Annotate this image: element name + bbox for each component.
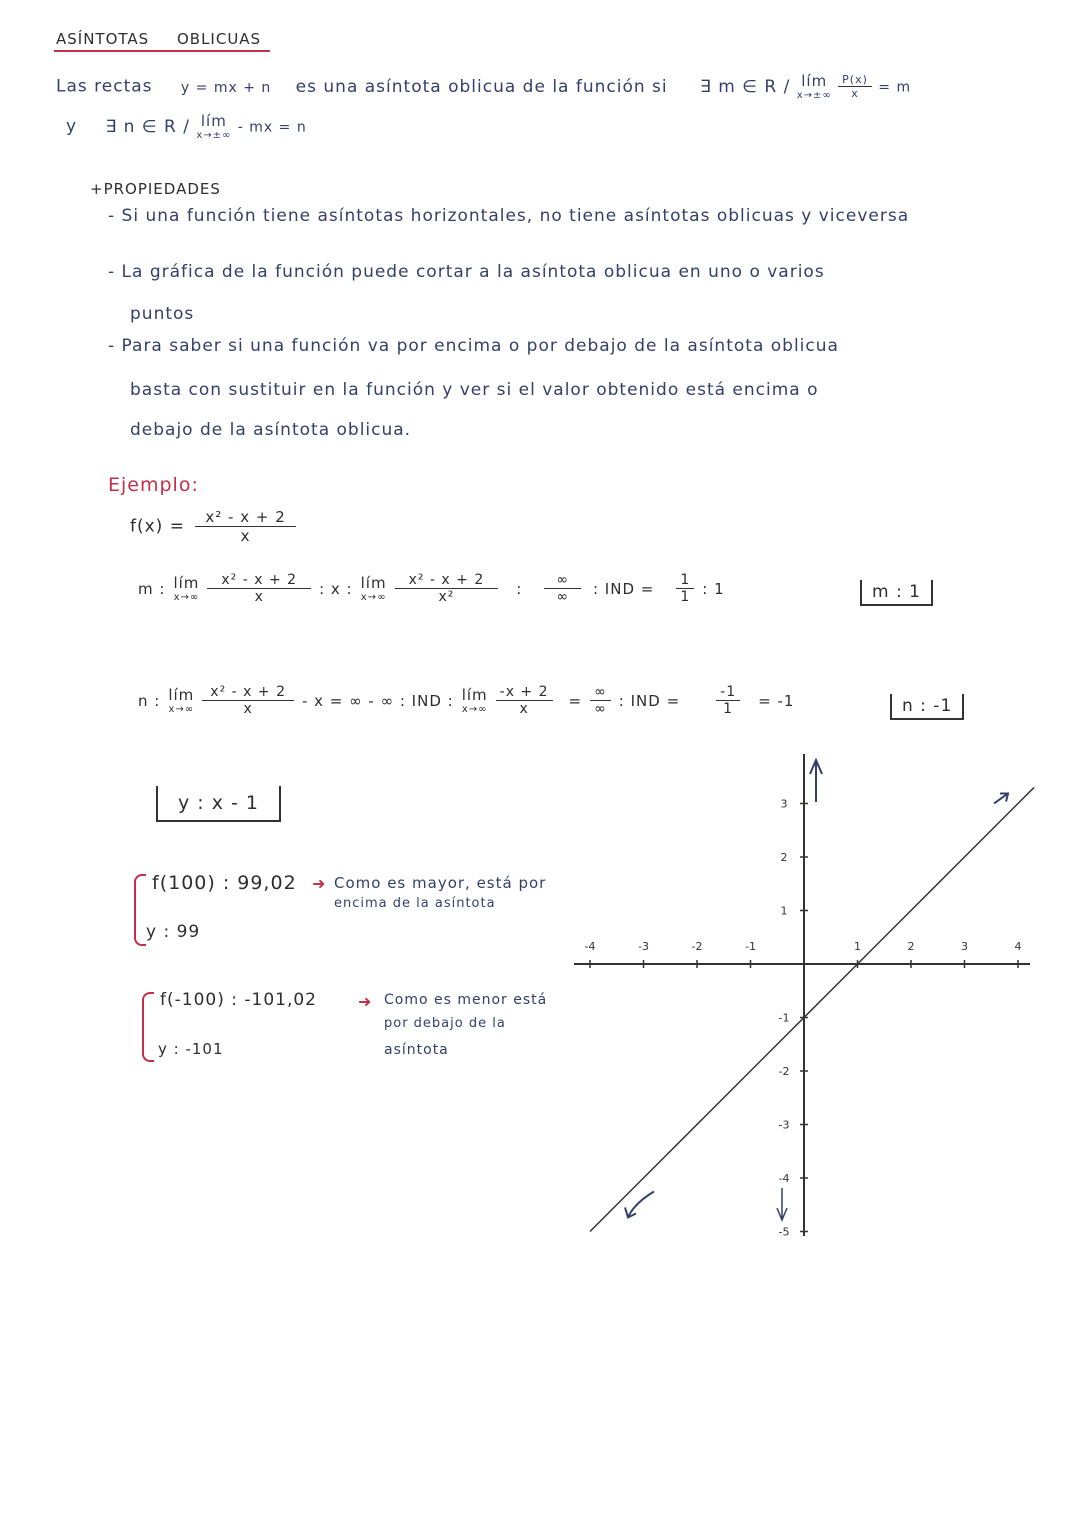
slope-lim-2: lím: [360, 574, 387, 592]
title-word-2: OBLICUAS: [176, 30, 262, 48]
definition-and: y: [66, 116, 78, 137]
y-tick-label: -4: [778, 1172, 790, 1185]
definition-eq-m: = m: [878, 79, 912, 96]
x-tick-label: -2: [691, 940, 703, 953]
slope-num-3: ∞: [544, 572, 581, 589]
definition-exists-m: ∃ m ∈ R /: [700, 76, 791, 97]
line-end-arrow-icon: [994, 793, 1008, 803]
intercept-calculation: [138, 684, 794, 717]
intercept-num-4: -1: [716, 684, 740, 701]
property-3-cont-1: basta con sustituir en la función y ver si el valor obtenido está encima o: [130, 380, 819, 400]
x-tick-label: 2: [907, 940, 915, 953]
arrow-right-icon: ➜: [312, 874, 326, 893]
slope-num-4: 1: [676, 572, 694, 589]
property-2: - La gráfica de la función puede cortar a la asíntota oblicua en uno o varios: [108, 262, 825, 282]
check-2-note-line-2: por debajo de la: [384, 1016, 506, 1031]
intercept-result-box: n : -1: [890, 694, 964, 720]
y-tick-label: -5: [778, 1225, 790, 1239]
x-tick-label: -4: [584, 940, 596, 953]
intercept-equals: = -1: [758, 691, 795, 710]
y-tick-label: -1: [778, 1011, 790, 1025]
intercept-lim-1: lím: [168, 686, 195, 704]
intercept-num-3: ∞: [590, 684, 611, 701]
check-1-brace: [134, 874, 146, 946]
intercept-middle: - x = ∞ - ∞ : IND :: [301, 691, 454, 710]
property-3-cont-2: debajo de la asíntota oblicua.: [130, 420, 412, 440]
slope-lim-1-sub: x→∞: [173, 592, 200, 603]
slope-lim-1: lím: [173, 574, 200, 592]
properties-heading: +PROPIEDADES: [90, 180, 221, 198]
slope-num-1: x² - x + 2: [207, 572, 311, 589]
check-2-function-value: f(-100) : -101,02: [160, 990, 317, 1010]
slope-lim-2-sub: x→∞: [360, 592, 387, 603]
x-tick-label: 1: [854, 940, 861, 953]
intercept-den-3: ∞: [594, 701, 607, 717]
slope-calculation: [138, 572, 725, 605]
check-2-asymptote-value: y : -101: [158, 1040, 224, 1058]
asymptote-line: [590, 787, 1034, 1231]
y-tick-label: 2: [780, 851, 788, 864]
y-axis-down-arrow-icon: [777, 1188, 787, 1220]
intercept-lim-2: lím: [461, 686, 488, 704]
intercept-den-4: 1: [723, 701, 734, 717]
intercept-num-1: x² - x + 2: [202, 684, 294, 701]
x-tick-label: -3: [638, 940, 649, 953]
definition-n-result: - mx = n: [237, 119, 307, 136]
check-2-brace: [142, 992, 154, 1062]
function-numerator: x² - x + 2: [195, 508, 295, 527]
arrow-right-icon: ➜: [358, 992, 372, 1011]
example-heading: Ejemplo:: [108, 474, 199, 496]
title-word-1: ASÍNTOTAS: [56, 30, 150, 48]
check-2-note-line-3: asíntota: [384, 1042, 449, 1058]
asymptote-graph: [560, 740, 1060, 1260]
definition-line-1: [56, 72, 911, 101]
definition-num: P(x): [838, 73, 872, 87]
intercept-lim-1-sub: x→∞: [168, 704, 195, 715]
check-2-note-line-1: Como es menor está: [384, 992, 548, 1008]
definition-text-b: es una asíntota oblicua de la función si: [295, 76, 668, 97]
slope-num-2: x² - x + 2: [395, 572, 499, 589]
y-tick-label: 3: [780, 797, 788, 811]
intercept-lim-2-sub: x→∞: [461, 704, 488, 715]
slope-div: : x :: [319, 579, 353, 598]
x-tick-label: 4: [1014, 940, 1022, 953]
intercept-label: n :: [138, 691, 161, 710]
page-title: [56, 30, 261, 48]
y-axis-up-arrow-icon: [810, 760, 822, 802]
slope-den-2: x²: [438, 589, 455, 605]
check-1-note-line-2: encima de la asíntota: [334, 896, 496, 911]
slope-den-1: x: [254, 589, 264, 605]
definition-line-2: [66, 112, 307, 141]
property-1: - Si una función tiene asíntotas horizontales, no tiene asíntotas oblicuas y viceversa: [108, 206, 910, 226]
check-1-asymptote-value: y : 99: [146, 922, 201, 942]
function-label: f(x) =: [130, 516, 185, 537]
property-2-cont: puntos: [130, 304, 195, 324]
slope-colon: :: [516, 579, 523, 598]
slope-result-box: m : 1: [860, 580, 933, 606]
property-3: - Para saber si una función va por encima o por debajo de la asíntota oblicua: [108, 336, 839, 356]
definition-lim-sub: x→±∞: [796, 90, 832, 101]
slope-equals: : 1: [702, 579, 725, 598]
slope-den-4: 1: [680, 589, 691, 605]
intercept-indeterminate: : IND =: [618, 691, 681, 710]
definition-lim: lím: [801, 72, 828, 90]
definition-lim-2: lím: [200, 112, 227, 130]
intercept-den-2: x: [519, 701, 529, 717]
slope-den-3: ∞: [556, 589, 569, 605]
intercept-den-1: x: [243, 701, 253, 717]
check-1-function-value: f(100) : 99,02: [152, 872, 297, 894]
definition-text-a: Las rectas: [56, 76, 153, 97]
definition-den: x: [851, 87, 859, 100]
y-tick-label: 1: [780, 904, 788, 918]
y-tick-label: -2: [778, 1065, 790, 1078]
slope-indeterminate: : IND =: [592, 579, 655, 598]
slope-label: m :: [138, 579, 166, 598]
definition-exists-n: ∃ n ∈ R /: [105, 116, 190, 137]
x-tick-label: -1: [745, 940, 756, 953]
y-tick-label: -3: [778, 1118, 790, 1132]
definition-equation: y = mx + n: [180, 79, 272, 96]
intercept-colon: =: [568, 691, 583, 710]
x-tick-label: 3: [961, 940, 968, 953]
function-denominator: x: [240, 527, 251, 545]
title-underline: [54, 50, 270, 52]
function-definition: [130, 508, 296, 545]
asymptote-result-box: y : x - 1: [156, 786, 281, 822]
intercept-num-2: -x + 2: [496, 684, 553, 701]
definition-lim-sub-2: x→±∞: [196, 130, 232, 141]
check-1-note-line-1: Como es mayor, está por: [334, 874, 547, 892]
line-start-arrow-icon: [625, 1192, 654, 1218]
